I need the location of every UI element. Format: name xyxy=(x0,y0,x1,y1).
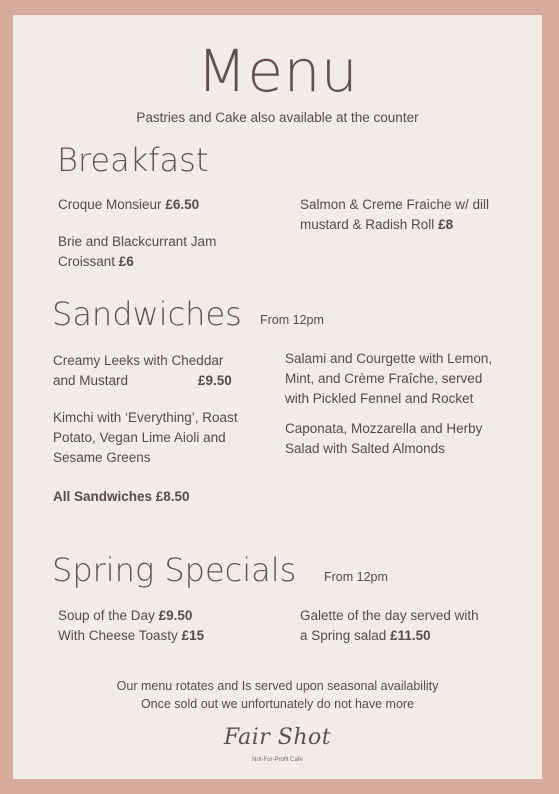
specials-note: From 12pm xyxy=(324,570,388,584)
sandwich-item: Kimchi with ‘Everything’, Roast Potato, Vegan Lime Aioli and Sesame Greens xyxy=(53,410,238,465)
special-item: Soup of the Day £9.50 With Cheese Toasty £15 xyxy=(58,608,205,643)
sandwich-price: £9.50 xyxy=(198,373,232,388)
breakfast-item: Brie and Blackcurrant Jam Croissant £6 xyxy=(58,234,217,269)
breakfast-heading: Breakfast xyxy=(57,141,209,179)
sandwiches-heading: Sandwiches xyxy=(52,295,242,333)
sandwich-item: Caponata, Mozzarella and Herby Salad with Salted Almonds xyxy=(285,421,483,456)
menu-subtitle: Pastries and Cake also available at the counter xyxy=(136,110,419,125)
sandwiches-note: From 12pm xyxy=(260,313,324,327)
all-sandwiches-price: All Sandwiches £8.50 xyxy=(53,489,190,504)
cafe-tagline: Not-For-Profit Cafe xyxy=(252,757,303,763)
sandwich-item: Creamy Leeks with Cheddar and Mustard xyxy=(53,353,224,388)
specials-heading: Spring Specials xyxy=(52,551,297,589)
cafe-logo: Fair Shot xyxy=(223,725,332,750)
menu-card xyxy=(13,15,542,779)
menu-title: Menu xyxy=(196,37,359,105)
sandwich-item: Salami and Courgette with Lemon, Mint, and Crème Fraîche, served with Pickled Fennel and Rocket xyxy=(285,351,493,406)
breakfast-item: Salmon & Creme Fraiche w/ dill mustard & Radish Roll £8 xyxy=(300,197,490,232)
footer-note: Our menu rotates and Is served upon seasonal availability Once sold out we unfortunately do not have more xyxy=(116,679,439,711)
breakfast-item: Croque Monsieur £6.50 xyxy=(58,197,200,212)
special-item: Galette of the day served with a Spring salad £11.50 xyxy=(300,608,479,643)
